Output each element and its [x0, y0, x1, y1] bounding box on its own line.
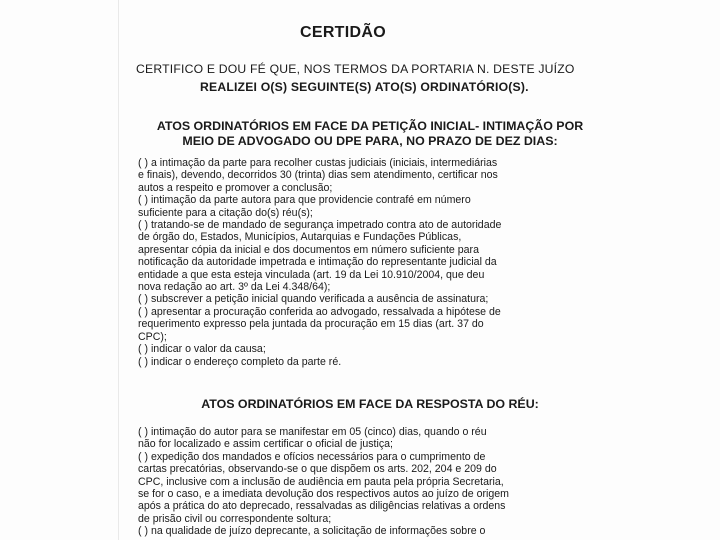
text-line: apresentar cópia da inicial e dos documentos em número suficiente para — [138, 243, 479, 256]
text-line: ( ) intimação do autor para se manifestar em 05 (cinco) dias, quando o réu — [138, 426, 487, 438]
text-line: ( ) subscrever a petição inicial quando verificada a ausência de assinatura; — [138, 293, 489, 306]
text-line: de órgão do, Estados, Municípios, Autarquias e Fundações Públicas, — [138, 231, 462, 244]
text-line: suficiente para a citação do(s) réu(s); — [138, 206, 313, 219]
section1-title-line1: ATOS ORDINATÓRIOS EM FACE DA PETIÇÃO INICIAL- INTIMAÇÃO POR — [156, 119, 584, 133]
section2-text — [138, 426, 509, 538]
text-line: após a prática do ato deprecado, ressalvadas as diligências relativas a ordens — [138, 500, 506, 513]
text-line: requerimento expresso pela juntada da procuração em 15 dias (art. 37 do — [138, 318, 484, 331]
text-line: ( ) indicar o valor da causa; — [138, 343, 266, 356]
text-line: e finais), devendo, decorridos 30 (trinta) dias sem atendimento, certificar nos — [138, 169, 498, 182]
certify-line-1: CERTIFICO E DOU FÉ QUE, NOS TERMOS DA PORTARIA N. DESTE JUÍZO — [136, 62, 575, 76]
text-line: ( ) na qualidade de juízo deprecante, a solicitação de informações sobre o — [138, 525, 486, 538]
text-line: notificação da autoridade impetrada e intimação do representante judicial da — [138, 256, 497, 269]
text-line: ( ) a intimação da parte para recolher custas judiciais (iniciais, intermediárias — [138, 157, 498, 169]
text-line: se for o caso, e a imediata devolução dos respectivos autos ao juízo de origem — [138, 488, 509, 501]
section2-title: ATOS ORDINATÓRIOS EM FACE DA RESPOSTA DO RÉU: — [201, 397, 539, 411]
section1-title-line2: MEIO DE ADVOGADO OU DPE PARA, NO PRAZO DE DEZ DIAS: — [182, 134, 558, 148]
text-line: de prisão civil ou correspondente soltura; — [138, 512, 332, 525]
certify-line-2: REALIZEI O(S) SEGUINTE(S) ATO(S) ORDINATÓRIO(S). — [200, 80, 529, 94]
text-line: nova redação ao art. 3º da Lei 4.348/64); — [138, 281, 331, 294]
text-line: ( ) intimação da parte autora para que providencie contrafé em número — [138, 194, 471, 207]
text-line: ( ) tratando-se de mandado de segurança impetrado contra ato de autoridade — [138, 219, 502, 232]
text-line: ( ) expedição dos mandados e ofícios necessários para o cumprimento de — [138, 450, 486, 463]
scan-edge-line — [118, 0, 119, 540]
text-line: entidade a que esta esteja vinculada (art. 19 da Lei 10.910/2004, que deu — [138, 268, 485, 281]
document-title: CERTIDÃO — [300, 24, 386, 41]
section1-text — [138, 157, 501, 368]
section1-title — [140, 119, 600, 149]
text-line: cartas precatórias, observando-se o que dispõem os arts. 202, 204 e 209 do — [138, 463, 497, 476]
text-line: CPC); — [138, 330, 167, 343]
text-line: ( ) indicar o endereço completo da parte ré. — [138, 355, 342, 368]
text-line: não for localizado e assim certificar o oficial de justiça; — [138, 438, 393, 451]
text-line: CPC, inclusive com a inclusão de audiência em pauta pela própria Secretaria, — [138, 475, 504, 488]
text-line: ( ) apresentar a procuração conferida ao advogado, ressalvada a hipótese de — [138, 305, 501, 318]
text-line: autos a respeito e promover a conclusão; — [138, 181, 333, 194]
